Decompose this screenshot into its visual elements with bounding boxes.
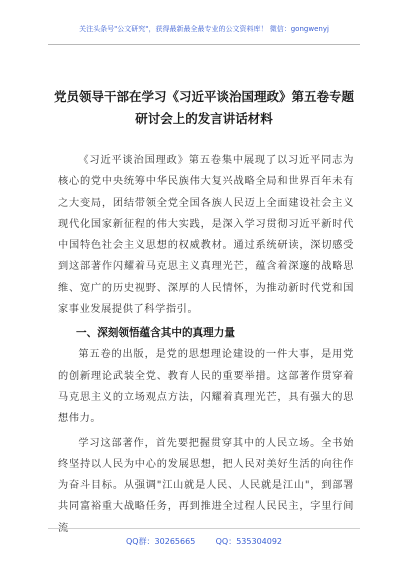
title-line-2: 研讨会上的发言讲话材料 xyxy=(135,111,273,126)
title-line-1: 党员领导干部在学习《习近平谈治国理政》第五卷专题 xyxy=(53,89,354,104)
footer-divider xyxy=(48,528,360,529)
page-header-note: 关注头条号"公文研究"，获得最新最全最专业的公文资料库！ 微信：gongwenyj xyxy=(79,25,329,33)
document-title xyxy=(40,86,368,130)
header-divider xyxy=(48,44,360,45)
intro-paragraph: 《习近平谈治国理政》第五卷集中展现了以习近平同志为核心的党中央统筹中华民族伟大复兴战略全局和世界百年未有之大变局，团结带领全党全国各族人民迈上全面建设社会主义现代化国家新征程的伟大实践，是深入学习贯彻习近平新时代中国特色社会主义思想的权威教材。通过系统研读，深切感受到这部著作闪耀着马克思主义真理光芒，蕴含着深邃的战略思维、宽广的历史视野、深厚的人民情怀，为推动新时代党和国家事业发展提供了科学指引。 xyxy=(58,155,354,316)
page-footer xyxy=(0,536,408,547)
footer-qq: QQ：535304092 xyxy=(215,537,283,546)
section-heading-1: 一、深刻领悟蕴含其中的真理力量 xyxy=(76,327,235,340)
body-paragraph-1: 第五卷的出版，是党的思想理论建设的一件大事，是用党的创新理论武装全党、教育人民的重要举措。这部著作贯穿着马克思主义的立场观点方法，闪耀着真理光芒，具有强大的思想伟力。 xyxy=(58,349,354,425)
document-body xyxy=(58,150,354,534)
footer-qq-group: QQ群：30265665 xyxy=(125,537,196,546)
body-paragraph-2: 学习这部著作，首先要把握贯穿其中的人民立场。全书始终坚持以人民为中心的发展思想，把人民对美好生活的向往作为奋斗目标。从强调"江山就是人民、人民就是江山"，到部署共同富裕重大战略任务，再到推进全过程人民民主，字里行间流 xyxy=(58,437,354,534)
